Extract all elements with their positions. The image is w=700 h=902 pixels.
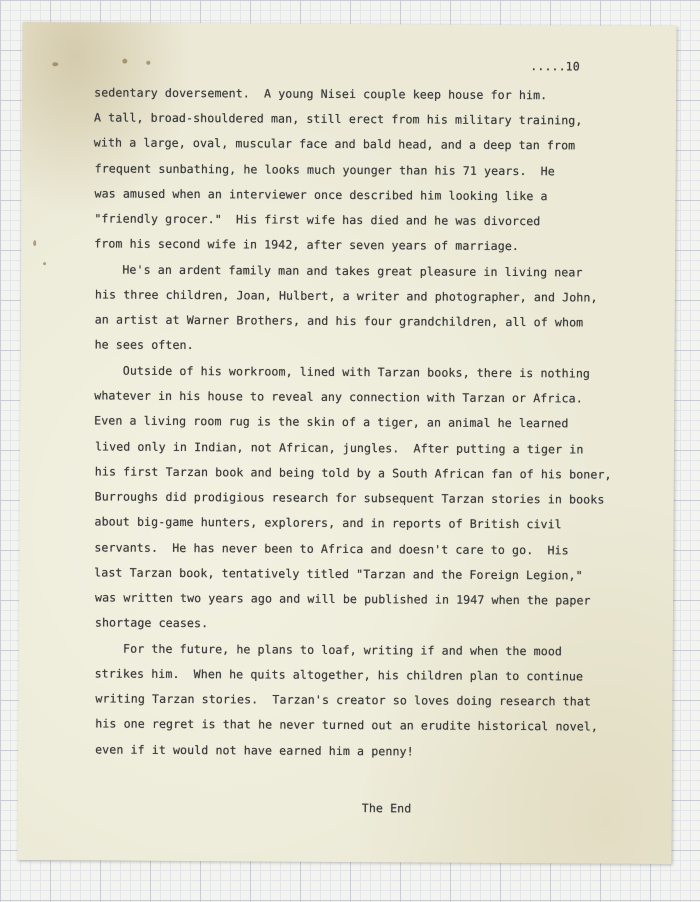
text-line: Burroughs did prodigious research for subsequent Tarzan stories in books: [94, 489, 605, 507]
text-line: an artist at Warner Brothers, and his four grandchildren, all of whom: [94, 312, 584, 330]
typewritten-page: [17, 22, 676, 864]
text-line: A tall, broad-shouldered man, still erect from his military training,: [93, 110, 583, 128]
text-line: with a large, oval, muscular face and bald head, and a deep tan from: [93, 135, 576, 153]
closing-text: The End: [361, 801, 412, 816]
text-line: his first Tarzan book and being told by a South African fan of his boner,: [94, 464, 612, 482]
text-line: about big-game hunters, explorers, and in reports of British civil: [94, 514, 562, 532]
text-line: writing Tarzan stories. Tarzan's creator so loves doing research that: [95, 691, 592, 709]
text-line: was written two years ago and will be published in 1947 when the paper: [95, 590, 591, 608]
text-line: Even a living room rug is the skin of a tiger, an animal he learned: [94, 413, 569, 431]
text-line: whatever in his house to reveal any connection with Tarzan or Africa.: [94, 388, 583, 406]
text-line: his three children, Joan, Hulbert, a writer and photographer, and John,: [94, 287, 598, 305]
text-line: shortage ceases.: [94, 615, 209, 631]
text-line: lived only in Indian, not African, jungles. After putting a tiger in: [94, 439, 584, 457]
text-line: He's an ardent family man and takes great pleasure in living near: [94, 262, 583, 280]
text-line: servants. He has never been to Africa and doesn't care to go. His: [94, 540, 569, 558]
text-line: was amused when an interviewer once described him looking like a: [94, 186, 548, 204]
text-line: his one regret is that he never turned out an erudite historical novel,: [95, 716, 599, 734]
text-line: sedentary doversement. A young Nisei couple keep house for him.: [94, 85, 548, 103]
page-number: .....10: [530, 59, 580, 74]
text-line: from his second wife in 1942, after seven years of marriage.: [94, 236, 520, 254]
text-line: For the future, he plans to loaf, writing if and when the mood: [94, 641, 563, 659]
text-line: even if it would not have earned him a penny!: [95, 742, 414, 759]
text-line: last Tarzan book, tentatively titled "Tarzan and the Foreign Legion,": [94, 565, 583, 583]
text-line: strikes him. When he quits altogether, his children plan to continue: [94, 666, 584, 684]
text-line: frequent sunbathing, he looks much younger than his 71 years. He: [94, 161, 555, 179]
text-line: Outside of his workroom, lined with Tarzan books, there is nothing: [94, 363, 591, 381]
text-line: he sees often.: [94, 337, 194, 353]
text-line: "friendly grocer." His first wife has died and he was divorced: [94, 211, 541, 229]
